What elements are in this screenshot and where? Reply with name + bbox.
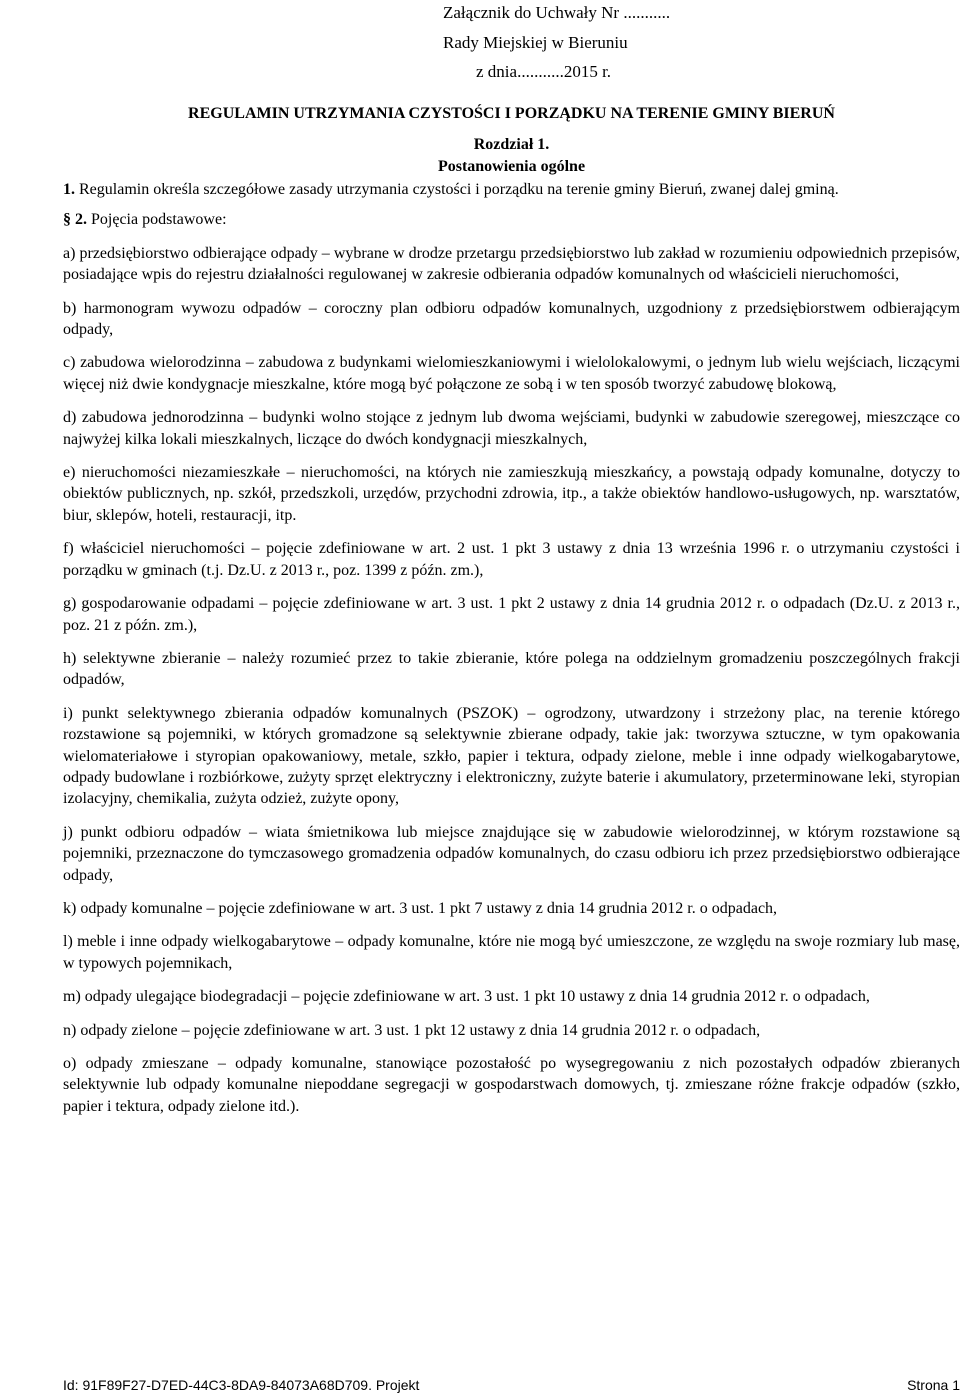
date-header-line: z dnia...........2015 r. — [476, 62, 612, 81]
footer-page-number: Strona 1 — [907, 1377, 960, 1393]
section-2-number: § 2. — [63, 211, 87, 229]
definition-e: e) nieruchomości niezamieszkałe – nieruchomości, na których nie zamieszkują mieszkańcy, a powstają odpady komunalne, dotyczy to obiektów publicznych, np. szkół, przedszkoli, urzędów, przychodni zdrowia, itp., a także obiektów handlowo-usługowych, np. warsztatów, biur, sklepów, hoteli, restauracji, itp. — [63, 464, 960, 524]
section-1-text: Regulamin określa szczegółowe zasady utrzymania czystości i porządku na terenie gminy Bieruń, zwanej dalej gminą. — [79, 181, 839, 198]
definition-n: n) odpady zielone – pojęcie zdefiniowane w art. 3 ust. 1 pkt 12 ustawy z dnia 14 grudnia 2012 r. o odpadach, — [63, 1021, 761, 1039]
footer-document-id: Id: 91F89F27-D7ED-44C3-8DA9-84073A68D709. Projekt — [63, 1377, 420, 1393]
chapter-label: Rozdział 1. — [473, 136, 550, 153]
definition-k: k) odpady komunalne – pojęcie zdefiniowane w art. 3 ust. 1 pkt 7 ustawy z dnia 14 grudnia 2012 r. o odpadach, — [63, 899, 778, 917]
definition-m: m) odpady ulegające biodegradacji – pojęcie zdefiniowane w art. 3 ust. 1 pkt 10 ustawy z dnia 14 grudnia 2012 r. o odpadach, — [63, 988, 870, 1006]
definition-h: h) selektywne zbieranie – należy rozumieć przez to takie zbieranie, które polega na oddzielnym gromadzeniu poszczególnych frakcji odpadów, — [63, 649, 960, 689]
definition-f: f) właściciel nieruchomości – pojęcie zdefiniowane w art. 2 ust. 1 pkt 3 ustawy z dnia 13 września 1996 r. o utrzymaniu czystości i porządku w gminach (t.j. Dz.U. z 2013 r., poz. 1399 z późn. zm.), — [63, 540, 960, 579]
section-1 — [63, 179, 960, 200]
document-title: REGULAMIN UTRZYMANIA CZYSTOŚCI I PORZĄDKU NA TERENIE GMINY BIERUŃ — [188, 105, 835, 122]
document-body — [63, 179, 960, 1129]
chapter-name: Postanowienia ogólne — [437, 158, 586, 175]
definition-c: c) zabudowa wielorodzinna – zabudowa z budynkami wielomieszkaniowymi i wielolokalowymi, o jednym lub wielu wejściach, liczącymi więcej niż dwie kondygnacje mieszkalne, które mogą być połączone ze sobą i w ten sposób tworzyć zabudowę blokową, — [63, 354, 960, 393]
section-2-text: Pojęcia podstawowe: — [91, 211, 227, 229]
definition-i: i) punkt selektywnego zbierania odpadów komunalnych (PSZOK) – ogrodzony, utwardzony i strzeżony plac, na terenie którego rozstawione są pojemniki, w których gromadzone są selektywnie zbierane odpady, takie jak: tworzywa sztuczne, w tym opakowania wielomateriałowe i styropian opakowaniowy, metale, szkło, papier i tektura, odpady zielone, meble i inne odpady wielkogabarytowe, odpady budowlane i rozbiórkowe, zużyty sprzęt elektryczny i elektroniczny, zużyte baterie i akumulatory, przeterminowane leki, styropian izolacyjny, chemikalia, zużyta odzież, zużyte opony, — [63, 704, 960, 808]
document-page — [63, 0, 960, 1396]
definition-o: o) odpady zmieszane – odpady komunalne, stanowiące pozostałość po wysegregowaniu z nich pozostałych odpadów zbieranych selektywnie lub odpady komunalne niepoddane segregacji w gospodarstwach domowych, tj. zmieszane różne frakcje odpadów (szkło, papier i tektura, odpady zielone itd.). — [63, 1055, 960, 1115]
definition-j: j) punkt odbioru odpadów – wiata śmietnikowa lub miejsce znajdujące się w zabudowie wielorodzinnej, w którym rozstawione są pojemniki, przeznaczone do tymczasowego gromadzenia odpadów komunalnych, do czasu odbioru ich przez przedsiębiorstwo odbierające odpady, — [63, 823, 960, 884]
council-header-line: Rady Miejskiej w Bieruniu — [443, 33, 628, 52]
definition-b: b) harmonogram wywozu odpadów – coroczny plan odbioru odpadów komunalnych, uzgodniony z przedsiębiorstwem odbierającym odpady, — [63, 299, 960, 339]
definition-a: a) przedsiębiorstwo odbierające odpady – wybrane w drodze przetargu przedsiębiorstwo lub zakład w rozumieniu odpowiednich przepisów, posiadające wpis do rejestru działalności regulowanej w zakresie odbierania odpadów komunalnych od właścicieli nieruchomości, — [63, 244, 960, 284]
section-1-number: 1. — [63, 181, 75, 198]
definition-l: l) meble i inne odpady wielkogabarytowe – odpady komunalne, które nie mogą być umieszczone, ze względu na swoje rozmiary lub masę, w typowych pojemnikach, — [63, 933, 960, 972]
attachment-header-line: Załącznik do Uchwały Nr ........... — [443, 3, 671, 22]
definition-d: d) zabudowa jednorodzinna – budynki wolno stojące z jednym lub dwoma wejściami, budynki w zabudowie szeregowej, mieszczące co najwyżej kilka lokali mieszkalnych, liczące do dwóch kondygnacji mieszkalnych, — [63, 409, 960, 448]
section-2 — [63, 209, 960, 230]
definition-g: g) gospodarowanie odpadami – pojęcie zdefiniowane w art. 3 ust. 1 pkt 2 ustawy z dnia 14 grudnia 2012 r. o odpadach (Dz.U. z 2013 r., poz. 21 z późn. zm.), — [63, 595, 960, 634]
